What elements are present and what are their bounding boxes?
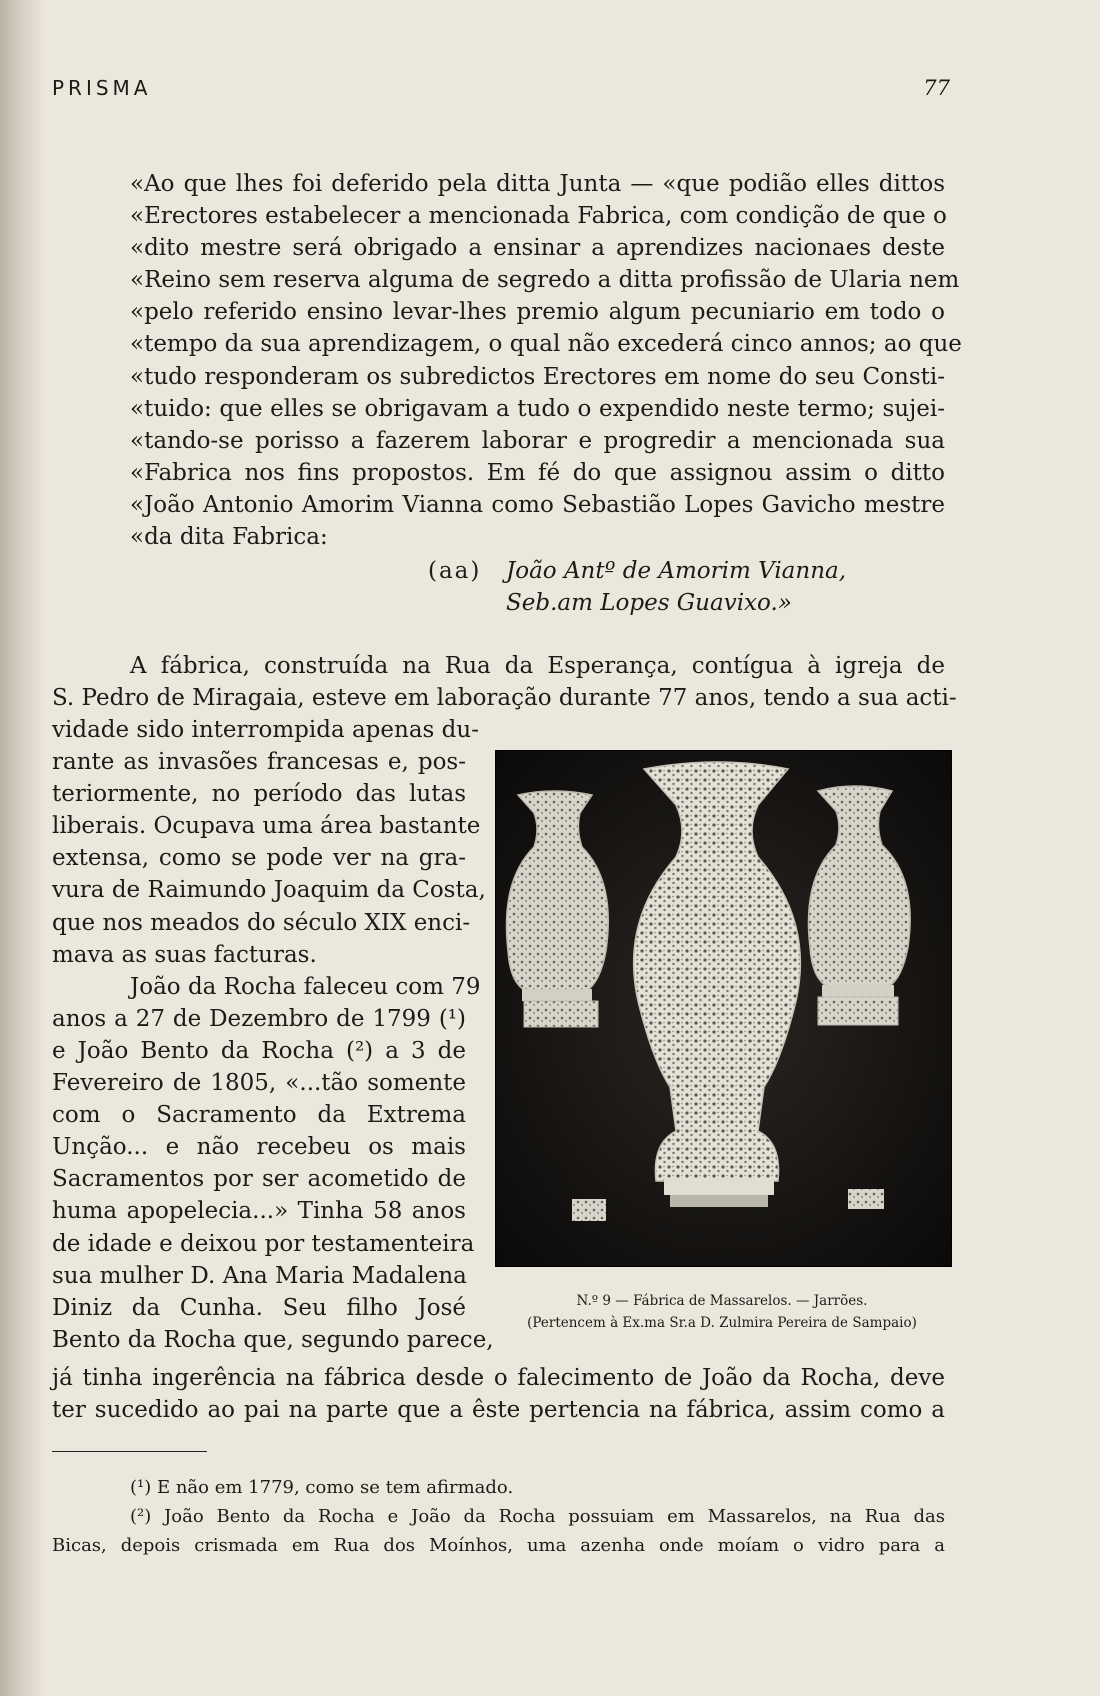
center-vase [634, 762, 801, 1207]
paragraph-line: A fábrica, construída na Rua da Esperança, contígua à igreja de [130, 653, 945, 679]
column-line: rante as invasões francesas e, pos- [52, 749, 466, 776]
small-stand-right [848, 1189, 884, 1209]
quote-line: «pelo referido ensino levar-lhes premio algum pecuniario em todo o [130, 299, 945, 326]
signature-name: Seb.am Lopes Guavixo.» [506, 590, 792, 616]
signature-name: João Antº de Amorim Vianna, [506, 558, 847, 584]
left-column-text [52, 714, 494, 1356]
column-line: de idade e deixou por testamenteira [52, 1230, 475, 1257]
footnote-2-continuation: Bicas, depois crismada em Rua dos Moínhos, uma azenha onde moíam o vidro para a [52, 1535, 945, 1556]
figure-caption [492, 1290, 952, 1334]
paragraph-line: já tinha ingerência na fábrica desde o falecimento de João da Rocha, deve [52, 1365, 945, 1391]
vases-illustration [496, 751, 951, 1266]
column-line: sua mulher D. Ana Maria Madalena [52, 1262, 467, 1289]
quote-line: «Ao que lhes foi deferido pela ditta Junta — «que podião elles dittos [130, 171, 945, 197]
right-vase [808, 786, 910, 1025]
quote-line: «Erectores estabelecer a mencionada Fabrica, com condição de que o [130, 203, 947, 230]
quote-line: «tando-se porisso a fazerem laborar e progredir a mencionada sua [130, 427, 945, 454]
page-header [52, 76, 950, 106]
paragraph-continuation [52, 1362, 945, 1426]
column-line: liberais. Ocupava uma área bastante [52, 813, 481, 840]
quote-line: «tudo responderam os subredictos Erectores em nome do seu Consti- [130, 363, 945, 390]
caption-title: N.º 9 — Fábrica de Massarelos. — Jarrões. [576, 1293, 868, 1309]
column-line: com o Sacramento da Extrema [52, 1102, 466, 1129]
footnote-rule [52, 1451, 207, 1452]
column-line: extensa, como se pode ver na gra- [52, 845, 466, 872]
column-line: teriormente, no período das lutas [52, 781, 466, 808]
column-line: huma apopelecia...» Tinha 58 anos [52, 1198, 466, 1225]
quote-line: «Fabrica nos fins propostos. Em fé do que assignou assim o ditto [130, 459, 945, 486]
small-stand-left [572, 1199, 606, 1221]
column-line: vura de Raimundo Joaquim da Costa, [52, 877, 486, 904]
quote-line: «João Antonio Amorim Vianna como Sebastião Lopes Gavicho mestre [130, 491, 945, 518]
column-line: João da Rocha faleceu com 79 [130, 973, 481, 1000]
running-title: PRISMA [52, 76, 152, 100]
page-gutter-shadow [0, 0, 46, 1696]
footnotes [52, 1473, 945, 1560]
caption-owner: (Pertencem à Ex.ma Sr.a D. Zulmira Pereira de Sampaio) [527, 1315, 917, 1331]
left-vase [506, 791, 608, 1027]
signature-marker: (aa) [428, 558, 482, 584]
page-number: 77 [923, 76, 950, 100]
quoted-document [130, 168, 962, 553]
column-line: mava as suas facturas. [52, 941, 317, 968]
vases-photograph [495, 750, 952, 1267]
paragraph-fabrica [52, 650, 957, 714]
quote-line: «dito mestre será obrigado a ensinar a aprendizes nacionaes deste [130, 235, 945, 262]
paragraph-line: S. Pedro de Miragaia, esteve em laboração durante 77 anos, tendo a sua acti- [52, 685, 957, 712]
quote-line: «Reino sem reserva alguma de segredo a ditta profissão de Ularia nem [130, 267, 960, 294]
footnote-1: (¹) E não em 1779, como se tem afirmado. [130, 1477, 514, 1498]
quote-line: «tempo da sua aprendizagem, o qual não excederá cinco annos; ao que [130, 331, 962, 358]
column-line: Diniz da Cunha. Seu filho José [52, 1294, 466, 1321]
column-line: vidade sido interrompida apenas du- [52, 717, 479, 743]
footnote-2: (²) João Bento da Rocha e João da Rocha possuiam em Massarelos, na Rua das [130, 1506, 945, 1527]
quote-line: «da dita Fabrica: [130, 524, 328, 551]
paragraph-line: ter sucedido ao pai na parte que a êste pertencia na fábrica, assim como a [52, 1397, 945, 1424]
quote-line: «tuido: que elles se obrigavam a tudo o expendido neste termo; sujei- [130, 395, 945, 422]
column-line: Sacramentos por ser acometido de [52, 1166, 466, 1193]
column-line: anos a 27 de Dezembro de 1799 (¹) [52, 1005, 466, 1032]
column-line: Bento da Rocha que, segundo parece, [52, 1326, 494, 1353]
column-line: e João Bento da Rocha (²) a 3 de [52, 1037, 466, 1064]
column-line: que nos meados do século XIX enci- [52, 909, 471, 936]
column-line: Unção... e não recebeu os mais [52, 1134, 466, 1161]
column-line: Fevereiro de 1805, «...tão somente [52, 1070, 466, 1097]
